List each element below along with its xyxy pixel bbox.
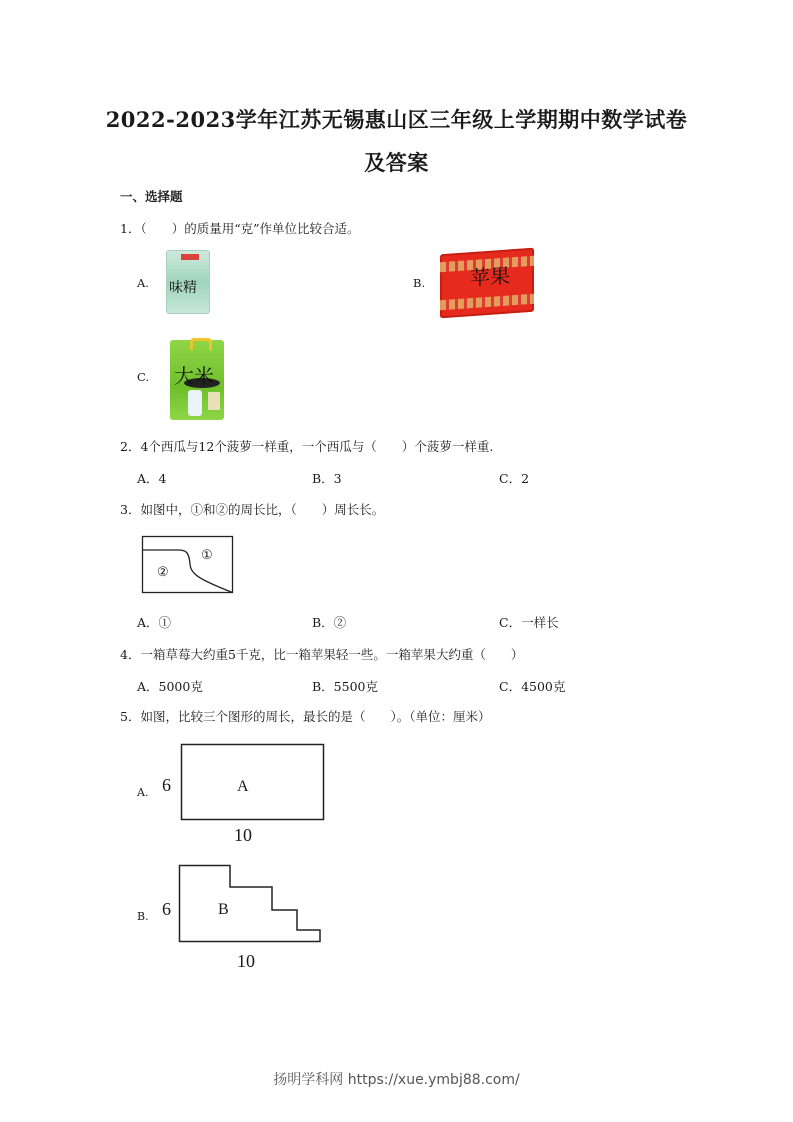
apple-box-label: 苹果 — [470, 263, 510, 291]
region-1-label: ① — [201, 548, 213, 563]
question-1-option-b-label: B. — [413, 276, 426, 290]
question-2-text: 2．4个西瓜与12个菠萝一样重，一个西瓜与（ ）个菠萝一样重. — [120, 439, 494, 454]
msg-bag-label: 味精 — [169, 280, 197, 296]
shape-a-label: A — [237, 778, 249, 795]
question-3-option-b: B．② — [312, 615, 347, 630]
rice-bag-label: 大米 — [174, 364, 214, 388]
document-title-line-2: 及答案 — [364, 150, 429, 175]
footer-watermark: 扬明学科网 https://xue.ymbj88.com/ — [273, 1072, 520, 1088]
question-1-text: 1．（ ）的质量用“克”作单位比较合适。 — [120, 221, 360, 236]
question-5-option-a-label: A. — [137, 786, 149, 799]
question-2-option-a: A．4 — [137, 471, 167, 486]
perimeter-figure — [142, 536, 234, 594]
rectangle-shape-a — [181, 744, 324, 821]
question-4-option-b: B．5500克 — [312, 679, 378, 694]
question-4-option-a: A．5000克 — [137, 679, 203, 694]
shape-b-height-label: 6 — [162, 899, 171, 919]
question-5-option-b-label: B. — [137, 910, 149, 923]
section-heading: 一、选择题 — [120, 189, 183, 204]
question-4-option-c: C．4500克 — [499, 679, 566, 694]
shape-b-width-label: 10 — [237, 951, 255, 971]
rice-bag-image — [170, 340, 224, 420]
apple-box-image — [440, 248, 534, 319]
question-3-option-a: A．① — [137, 615, 172, 630]
question-5-text: 5．如图，比较三个图形的周长，最长的是（ ）。（单位：厘米） — [120, 709, 491, 724]
question-3-text: 3．如图中，①和②的周长比，（ ）周长长。 — [120, 502, 385, 517]
shape-b-label: B — [218, 901, 229, 918]
question-2-option-b: B．3 — [312, 471, 342, 486]
question-3-option-c: C．一样长 — [499, 615, 559, 630]
question-2-option-c: C．2 — [499, 471, 530, 486]
msg-bag-image — [166, 250, 210, 314]
shape-a-height-label: 6 — [162, 775, 171, 795]
question-4-text: 4．一箱草莓大约重5千克，比一箱苹果轻一些。一箱苹果大约重（ ） — [120, 647, 524, 662]
shape-a-width-label: 10 — [234, 825, 252, 845]
question-1-option-a-label: A. — [137, 276, 149, 290]
region-2-label: ② — [157, 565, 169, 580]
staircase-shape-b — [179, 865, 322, 943]
question-1-option-c-label: C. — [137, 370, 150, 384]
document-title-line-1: 2022-2023学年江苏无锡惠山区三年级上学期期中数学试卷 — [105, 107, 688, 132]
